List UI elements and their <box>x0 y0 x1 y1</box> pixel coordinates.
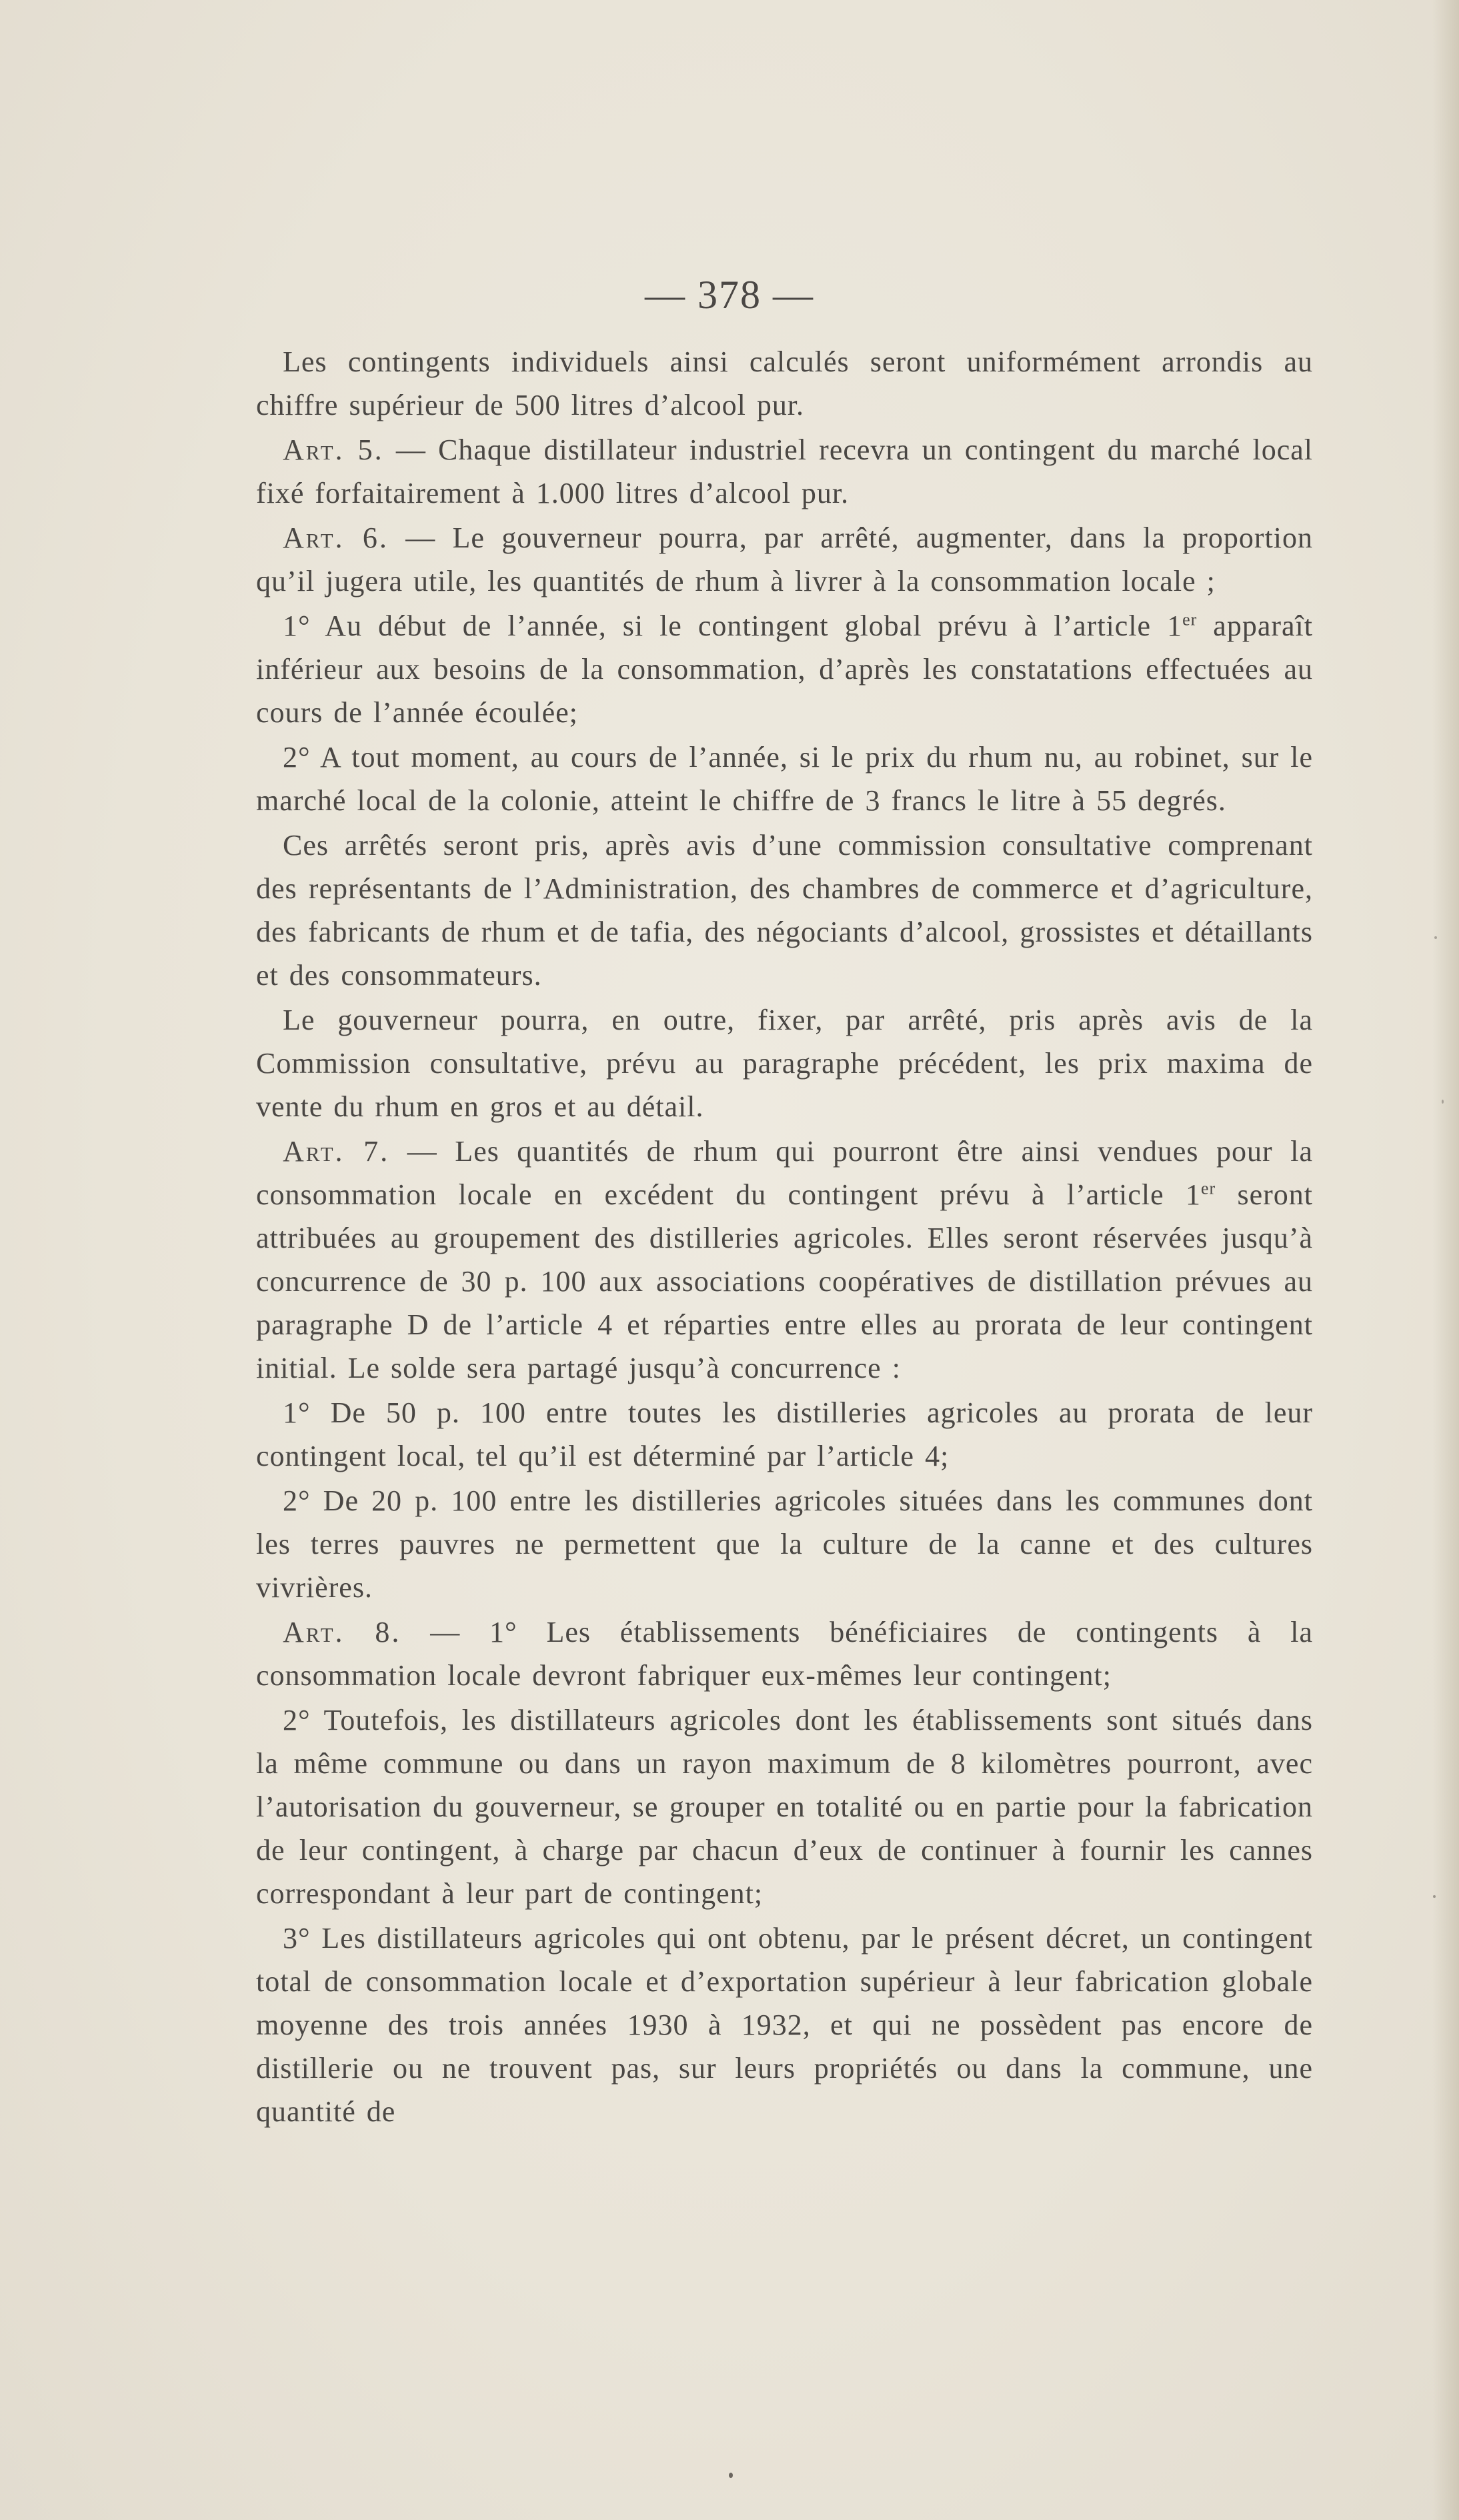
superscript: er <box>1200 1178 1216 1198</box>
paragraph-item-2 <box>256 736 1313 822</box>
article-label: Art. 5. <box>283 433 384 466</box>
paragraph-item-2-c <box>256 1698 1313 1915</box>
paragraph-text-pre: 1° Au début de l’année, si le contingent global prévu à l’article 1 <box>283 609 1183 642</box>
paragraph-text: 3° Les distillateurs agricoles qui ont obtenu, par le présent décret, un contingent total de consommation locale et d’exportation supérieur à leur fabrication globale moyenne des trois années 1930 à 1932, et qui ne possèdent pas encore de distillerie ou ne trouvent pas, sur leurs propriétés ou dans la commune, une quantité de <box>256 1922 1313 2128</box>
paragraph-text: Le gouverneur pourra, en outre, fixer, par arrêté, pris après avis de la Commission consultative, prévu au paragraphe précédent, les prix maxima de vente du rhum en gros et au détail. <box>256 1004 1313 1123</box>
paragraph-item-3-c <box>256 1917 1313 2133</box>
paper-speck <box>729 2473 733 2478</box>
paragraph-art-8 <box>256 1610 1313 1697</box>
article-label: Art. 6. <box>283 521 389 554</box>
paragraph-text: seront attribuées au groupement des distilleries agricoles. Elles seront réservées jusqu’à concurrence de 30 p. 100 aux associations coopératives de distillation prévues au paragraphe D de l’article 4 et réparties entre elles au prorata de leur contingent initial. Le solde sera partagé jusqu’à concurrence : <box>256 1178 1313 1384</box>
paragraph-text: 2° Toutefois, les distillateurs agricoles dont les établissements sont situés dans la même commune ou dans un rayon maximum de 8 kilomètres pourront, avec l’autorisation du gouverneur, se grouper en totalité ou en partie pour la fabrication de leur contingent, à charge par chacun d’eux de continuer à fournir les cannes correspondant à leur part de contingent; <box>256 1704 1313 1910</box>
paragraph-text: 2° De 20 p. 100 entre les distilleries agricoles situées dans les communes dont les terres pauvres ne permettent que la culture de la canne et des cultures vivrières. <box>256 1484 1313 1604</box>
paragraph-text: — Le gouverneur pourra, par arrêté, augmenter, dans la proportion qu’il jugera utile, les quantités de rhum à livrer à la consommation locale ; <box>256 521 1313 597</box>
paragraph-arretes <box>256 824 1313 997</box>
superscript: er <box>1182 609 1198 629</box>
paragraph-art-7 <box>256 1130 1313 1390</box>
paragraph-text: 1° De 50 p. 100 entre toutes les distilleries agricoles au prorata de leur contingent local, tel qu’il est déterminé par l’article 4; <box>256 1396 1313 1472</box>
paragraph-text-pre: — Les quantités de rhum qui pourront être ainsi vendues pour la consommation locale en excédent du contingent prévu à l’article 1 <box>256 1135 1313 1211</box>
page-edge-shadow <box>1432 0 1459 2520</box>
paper-speck <box>1442 1100 1444 1104</box>
article-label: Art. 7. <box>283 1135 390 1168</box>
paper-speck <box>1434 936 1437 939</box>
paragraph-1 <box>256 340 1313 427</box>
paragraph-art-6 <box>256 516 1313 603</box>
paragraph-text: — 1° Les établissements bénéficiaires de contingents à la consommation locale devront fabriquer eux-mêmes leur contingent; <box>256 1616 1313 1692</box>
paragraph-text: apparaît inférieur aux besoins de la consommation, d’après les constatations effectuées au cours de l’année écoulée; <box>256 609 1313 729</box>
article-label: Art. 8. <box>283 1616 401 1648</box>
paragraph-text: Les contingents individuels ainsi calculés seront uniformément arrondis au chiffre supérieur de 500 litres d’alcool pur. <box>256 345 1313 421</box>
paragraph-art-5 <box>256 428 1313 515</box>
paragraph-text: Ces arrêtés seront pris, après avis d’une commission consultative comprenant des représentants de l’Administration, des chambres de commerce et d’agriculture, des fabricants de rhum et de tafia, des négociants d’alcool, grossistes et détaillants et des consommateurs. <box>256 829 1313 992</box>
paragraph-item-1-b <box>256 1391 1313 1478</box>
page-number: — 378 — <box>645 273 814 317</box>
paragraph-text: — Chaque distillateur industriel recevra un contingent du marché local fixé forfaitairement à 1.000 litres d’alcool pur. <box>256 433 1313 509</box>
paragraph-text: 2° A tout moment, au cours de l’année, si le prix du rhum nu, au robinet, sur le marché local de la colonie, atteint le chiffre de 3 francs le litre à 55 degrés. <box>256 741 1313 817</box>
body-text <box>256 340 1313 2135</box>
paragraph-gouverneur <box>256 998 1313 1128</box>
paragraph-item-1 <box>256 604 1313 734</box>
paragraph-item-2-b <box>256 1479 1313 1609</box>
paper-speck <box>1433 1895 1436 1898</box>
